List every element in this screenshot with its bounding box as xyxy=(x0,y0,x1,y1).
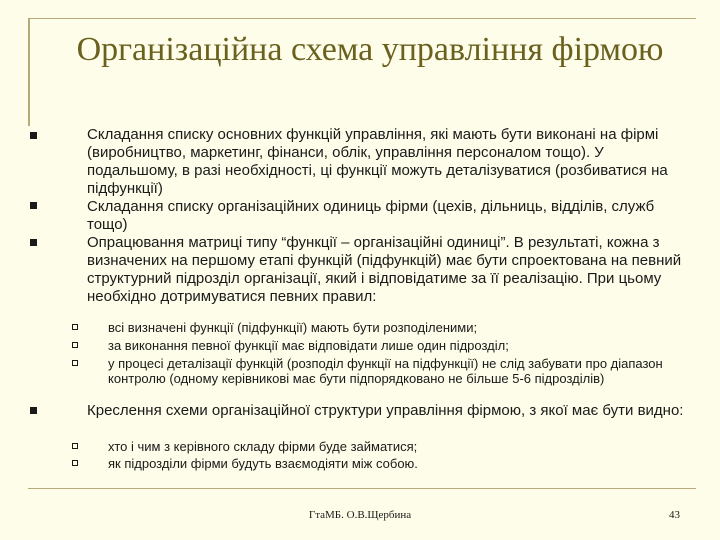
main-bullet-text: Складання списку основних функцій управління, які мають бути виконані на фірмі (виробництво, маркетинг, фінанси, облік, управління персоналом тощо). У подальшому, в разі необхідності, ці функції можуть деталізуватися (розбиватися на підфункції) xyxy=(87,126,668,197)
bullet-square-icon xyxy=(30,407,37,414)
page-number: 43 xyxy=(669,509,680,521)
sub-bullet-square-icon xyxy=(72,342,78,348)
main-bullet-text: Складання списку організаційних одиниць фірми (цехів, дільниць, відділів, служб тощо) xyxy=(87,198,655,233)
sub-bullet-square-icon xyxy=(72,360,78,366)
bullet-square-icon xyxy=(30,202,37,209)
footer-author: ГтаМБ. О.В.Щербина xyxy=(308,509,412,521)
sub-bullet-square-icon xyxy=(72,460,78,466)
diagram-sub-bullet-text: як підрозділи фірми будуть взаємодіяти між собою. xyxy=(108,456,418,471)
diagram-sub-bullet-text: хто і чим з керівного складу фірми буде займатися; xyxy=(108,439,418,454)
rule-sub-bullet-text: за виконання певної функції має відповідати лише один підрозділ; xyxy=(108,338,509,353)
main-bullet-text: Креслення схеми організаційної структури управління фірмою, з якої має бути видно: xyxy=(87,402,684,419)
sub-bullet-square-icon xyxy=(72,443,78,449)
bullet-square-icon xyxy=(30,239,37,246)
sub-bullet-square-icon xyxy=(72,324,78,330)
rule-sub-bullet-text: у процесі деталізації функцій (розподіл функції на підфункції) не слід забувати про діапазон контролю (одному керівникові має бути підпорядковано не більше 5-6 підрозділів) xyxy=(108,356,663,386)
main-bullet-text: Опрацювання матриці типу “функції – організаційні одиниці”. В результаті, кожна з визначених на першому етапі функцій (підфункцій) має бути спроектована на певний структурний підрозділ організації, який і відповідатиме за її реалізацію. При цьому необхідно дотримуватися певних правил: xyxy=(87,234,682,305)
rule-sub-bullet-text: всі визначені функції (підфункції) мають бути розподіленими; xyxy=(108,320,478,335)
slide-title: Організаційна схема управління фірмою xyxy=(76,31,664,68)
bullet-square-icon xyxy=(30,132,37,139)
